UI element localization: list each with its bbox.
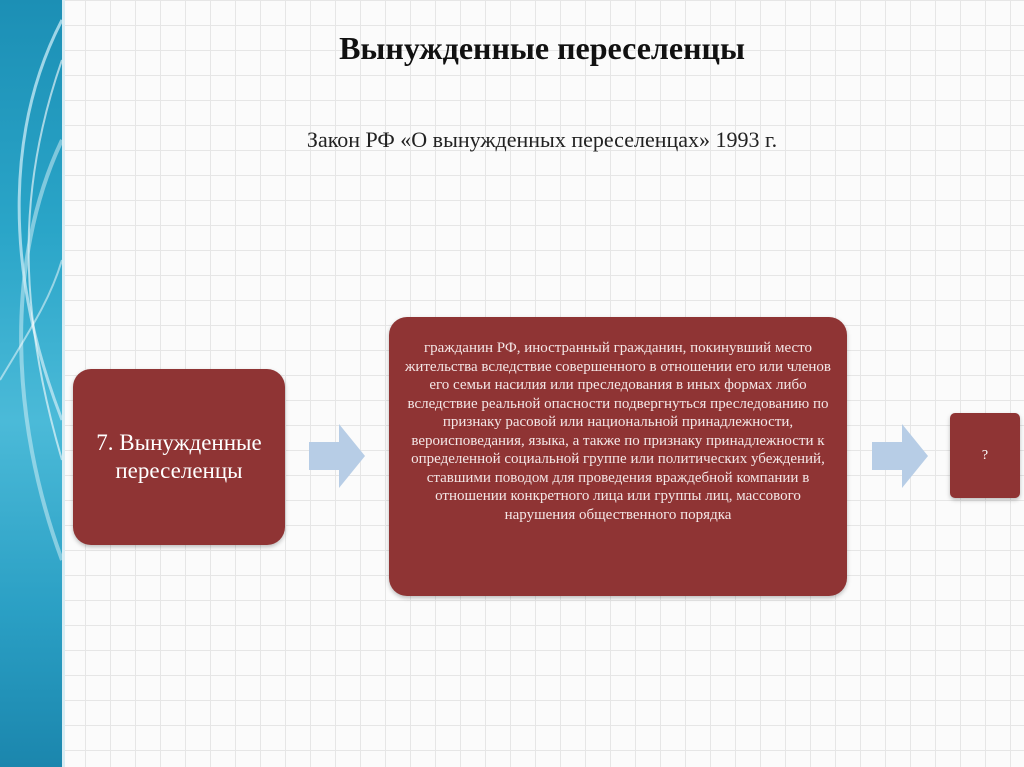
right-arrow-icon [872,424,928,488]
decorative-side-band [0,0,62,767]
category-box: 7. Вынужденные переселенцы [73,369,285,545]
side-band-edge [62,0,65,767]
page-title: Вынужденные переселенцы [339,30,745,66]
law-subtitle: Закон РФ «О вынужденных переселенцах» 1993 г. [306,127,778,152]
decorative-swirl [0,0,62,767]
definition-box: гражданин РФ, иностранный гражданин, покинувший место жительства вследствие совершенного в отношении его или членов его семьи насилия или преследования в иных формах либо вследствие реальной опасности подвергнуться преследованию по признаку расовой или национальной принадлежности, вероисповедания, языка, а также по признаку принадлежности к определенной социальной группе или политических убеждений, ставшими поводом для проведения враждебной компании в отношении конкретного лица или группы лиц, массового нарушения общественного порядка [389,317,847,596]
right-arrow-icon [309,424,365,488]
question-box: ? [950,413,1020,498]
